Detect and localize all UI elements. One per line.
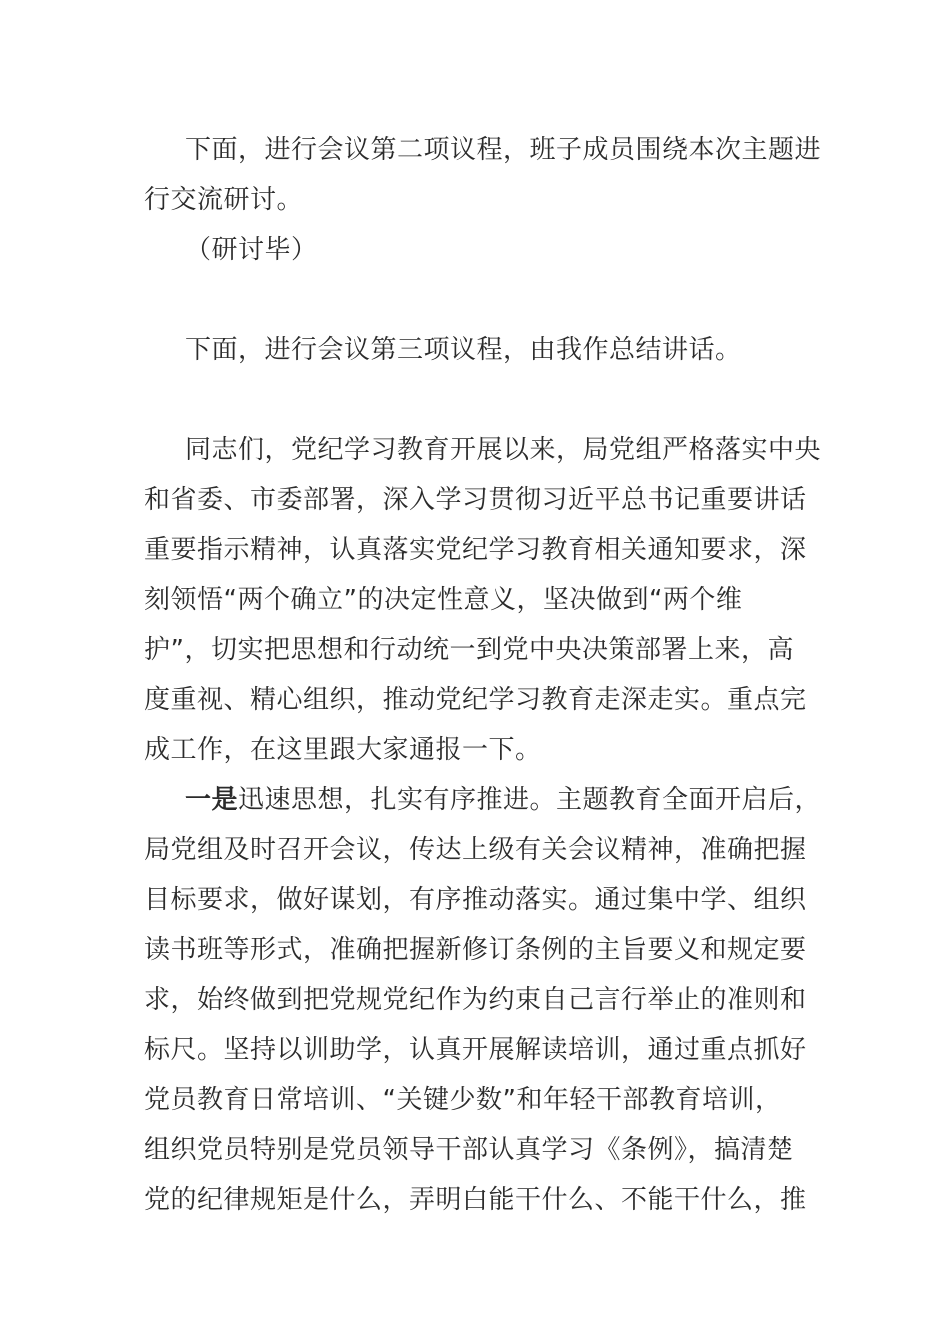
paragraph-summary-intro [144,425,822,775]
point-first-line-text: 迅速思想，扎实有序推进。主题教育全面开启后， [238,785,822,815]
text-line [144,775,822,825]
text-line: 度重视、精心组织，推动党纪学习教育走深走实。重点完 [144,685,807,715]
paragraph-point-one [144,775,822,1225]
text-line: 读书班等形式，准确把握新修订条例的主旨要义和规定要 [144,935,807,965]
text-line: 党员教育日常培训、“关键少数”和年轻干部教育培训， [144,1085,782,1115]
text-line: 和省委、市委部署，深入学习贯彻习近平总书记重要讲话 [144,485,807,515]
text-line: 标尺。坚持以训助学，认真开展解读培训，通过重点抓好 [144,1035,807,1065]
text-line: 成工作，在这里跟大家通报一下。 [144,735,542,765]
point-lead-label: 一是 [185,785,239,815]
text-line: 组织党员特别是党员领导干部认真学习《条例》，搞清楚 [144,1135,794,1165]
text-line: 刻领悟“两个确立”的决定性意义，坚决做到“两个维 [144,585,743,615]
text-line: 下面，进行会议第三项议程，由我作总结讲话。 [185,335,742,365]
text-line: 行交流研讨。 [144,185,304,215]
paragraph-agenda-three [144,325,804,375]
text-line: 同志们，党纪学习教育开展以来，局党组严格落实中央 [185,435,822,465]
paragraph-agenda-two [144,125,822,225]
text-line: 党的纪律规矩是什么，弄明白能干什么、不能干什么，推 [144,1185,807,1215]
text-line: 护”，切实把思想和行动统一到党中央决策部署上来，高 [144,635,794,665]
text-line: （研讨毕） [185,235,318,265]
text-line: 下面，进行会议第二项议程，班子成员围绕本次主题进 [185,135,822,165]
paragraph-discussion-end [144,225,804,275]
text-line: 重要指示精神，认真落实党纪学习教育相关通知要求，深 [144,535,807,565]
text-line: 目标要求，做好谋划，有序推动落实。通过集中学、组织 [144,885,807,915]
text-line: 求，始终做到把党规党纪作为约束自己言行举止的准则和 [144,985,807,1015]
text-line: 局党组及时召开会议，传达上级有关会议精神，准确把握 [144,835,807,865]
